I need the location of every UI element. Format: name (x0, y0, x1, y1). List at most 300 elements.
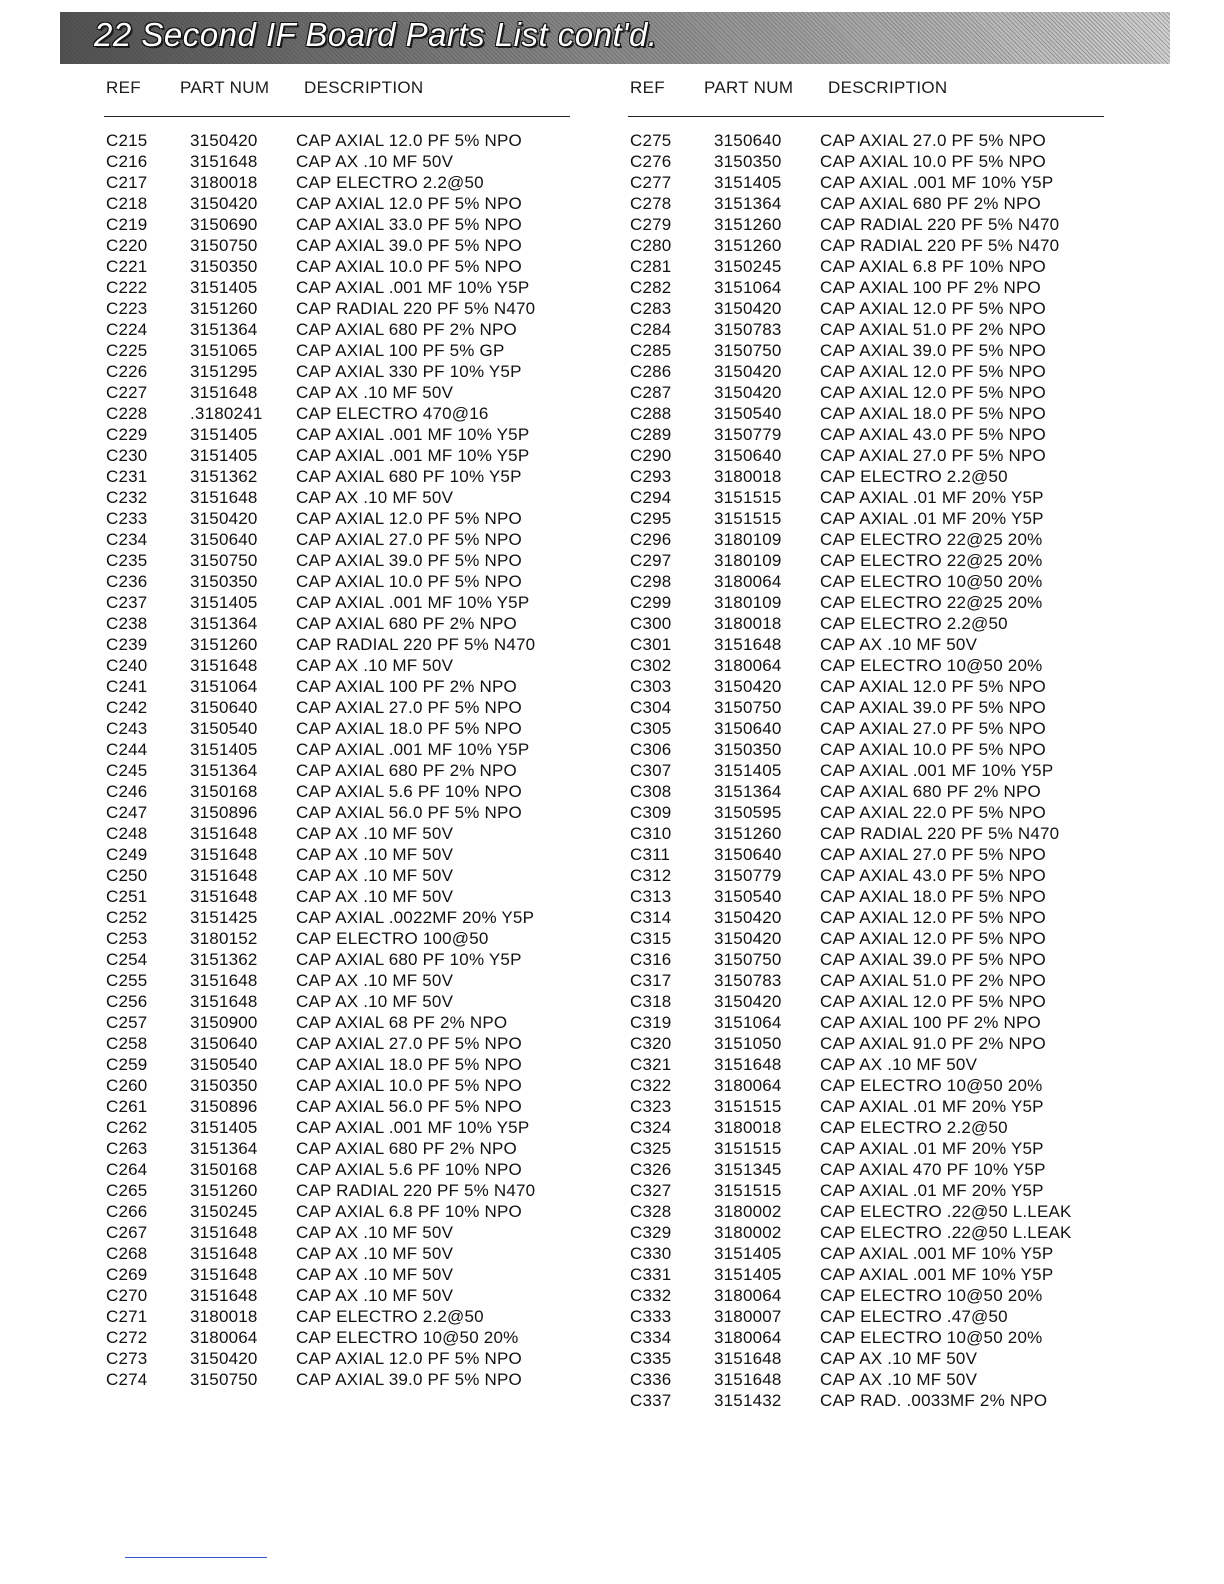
description-cell: CAP AXIAL 680 PF 10% Y5P (296, 467, 522, 486)
table-row (104, 1369, 570, 1390)
part-number-cell: 3150420 (714, 677, 782, 696)
part-number-cell: 3151648 (190, 1223, 258, 1242)
part-number-cell: 3151345 (714, 1160, 782, 1179)
table-row (104, 256, 570, 277)
table-row (104, 172, 570, 193)
part-number-cell: 3150245 (714, 257, 782, 276)
description-cell: CAP AXIAL 12.0 PF 5% NPO (820, 908, 1046, 927)
part-number-cell: 3180007 (714, 1307, 782, 1326)
table-row (628, 487, 1104, 508)
ref-cell: C237 (106, 593, 148, 612)
ref-cell: C307 (630, 761, 672, 780)
part-number-cell: 3151295 (190, 362, 258, 381)
part-number-cell: 3180002 (714, 1202, 782, 1221)
description-cell: CAP AXIAL 12.0 PF 5% NPO (296, 509, 522, 528)
ref-cell: C223 (106, 299, 148, 318)
description-cell: CAP AXIAL 100 PF 2% NPO (820, 1013, 1041, 1032)
ref-cell: C219 (106, 215, 148, 234)
part-number-cell: 3150350 (190, 572, 258, 591)
ref-cell: C323 (630, 1097, 672, 1116)
description-cell: CAP AXIAL 51.0 PF 2% NPO (820, 320, 1046, 339)
description-cell: CAP AXIAL 12.0 PF 5% NPO (296, 131, 522, 150)
table-row (628, 508, 1104, 529)
description-cell: CAP AXIAL 12.0 PF 5% NPO (820, 677, 1046, 696)
ref-cell: C327 (630, 1181, 672, 1200)
part-number-cell: 3150750 (190, 1370, 258, 1389)
part-number-cell: 3151364 (714, 782, 782, 801)
ref-cell: C309 (630, 803, 672, 822)
table-row (628, 1306, 1104, 1327)
ref-cell: C306 (630, 740, 672, 759)
part-number-cell: 3151064 (190, 677, 258, 696)
part-number-cell: 3150779 (714, 866, 782, 885)
ref-cell: C231 (106, 467, 148, 486)
part-number-cell: 3151648 (714, 635, 782, 654)
part-number-cell: 3150420 (714, 929, 782, 948)
ref-cell: C303 (630, 677, 672, 696)
ref-cell: C328 (630, 1202, 672, 1221)
description-cell: CAP AXIAL 27.0 PF 5% NPO (820, 845, 1046, 864)
part-number-cell: 3150540 (714, 887, 782, 906)
ref-cell: C256 (106, 992, 148, 1011)
ref-cell: C319 (630, 1013, 672, 1032)
table-row (104, 277, 570, 298)
description-cell: CAP ELECTRO 2.2@50 (820, 614, 1008, 633)
table-row (628, 571, 1104, 592)
table-row (104, 613, 570, 634)
ref-cell: C253 (106, 929, 148, 948)
part-number-cell: 3151362 (190, 950, 258, 969)
header-part-num: PART NUM (704, 78, 794, 97)
part-number-cell: 3151648 (190, 656, 258, 675)
table-row (104, 1180, 570, 1201)
ref-cell: C321 (630, 1055, 672, 1074)
part-number-cell: 3150896 (190, 803, 258, 822)
part-number-cell: 3151648 (714, 1349, 782, 1368)
table-row (628, 844, 1104, 865)
description-cell: CAP ELECTRO 10@50 20% (820, 656, 1043, 675)
ref-cell: C301 (630, 635, 672, 654)
description-cell: CAP AXIAL 100 PF 5% GP (296, 341, 505, 360)
footer-rule (125, 1557, 267, 1558)
description-cell: CAP AXIAL 470 PF 10% Y5P (820, 1160, 1046, 1179)
description-cell: CAP AX .10 MF 50V (296, 383, 454, 402)
table-row (628, 1327, 1104, 1348)
description-cell: CAP AXIAL 18.0 PF 5% NPO (296, 719, 522, 738)
ref-cell: C299 (630, 593, 672, 612)
part-number-cell: 3151405 (714, 1244, 782, 1263)
ref-cell: C335 (630, 1349, 672, 1368)
table-row (104, 529, 570, 550)
ref-cell: C274 (106, 1370, 148, 1389)
ref-cell: C279 (630, 215, 672, 234)
table-row (104, 697, 570, 718)
table-row (628, 1054, 1104, 1075)
ref-cell: C226 (106, 362, 148, 381)
description-cell: CAP AXIAL 100 PF 2% NPO (296, 677, 517, 696)
part-number-cell: 3151648 (190, 866, 258, 885)
description-cell: CAP AXIAL 10.0 PF 5% NPO (820, 740, 1046, 759)
table-row (628, 1117, 1104, 1138)
ref-cell: C293 (630, 467, 672, 486)
part-number-cell: 3151648 (714, 1370, 782, 1389)
description-cell: CAP AXIAL .01 MF 20% Y5P (820, 509, 1044, 528)
ref-cell: C286 (630, 362, 672, 381)
table-row (628, 1138, 1104, 1159)
part-number-cell: 3150420 (190, 194, 258, 213)
table-row (628, 151, 1104, 172)
ref-cell: C260 (106, 1076, 148, 1095)
description-cell: CAP ELECTRO 10@50 20% (820, 1286, 1043, 1305)
description-cell: CAP AXIAL 12.0 PF 5% NPO (296, 194, 522, 213)
table-row (104, 361, 570, 382)
part-number-cell: 3150750 (714, 698, 782, 717)
part-number-cell: 3151515 (714, 509, 782, 528)
description-cell: CAP AXIAL 27.0 PF 5% NPO (820, 719, 1046, 738)
table-row (104, 1348, 570, 1369)
part-number-cell: 3150420 (714, 383, 782, 402)
table-row (628, 256, 1104, 277)
table-row (628, 1369, 1104, 1390)
ref-cell: C334 (630, 1328, 672, 1347)
ref-cell: C320 (630, 1034, 672, 1053)
ref-cell: C294 (630, 488, 672, 507)
part-number-cell: 3151405 (714, 1265, 782, 1284)
table-row (104, 382, 570, 403)
ref-cell: C322 (630, 1076, 672, 1095)
table-row (104, 823, 570, 844)
ref-cell: C222 (106, 278, 148, 297)
description-cell: CAP AXIAL 100 PF 2% NPO (820, 278, 1041, 297)
description-cell: CAP AXIAL 680 PF 2% NPO (296, 761, 517, 780)
part-number-cell: 3151405 (714, 761, 782, 780)
part-number-cell: 3180064 (714, 656, 782, 675)
description-cell: CAP AX .10 MF 50V (820, 1349, 978, 1368)
description-cell: CAP AX .10 MF 50V (296, 887, 454, 906)
description-cell: CAP AXIAL 39.0 PF 5% NPO (296, 236, 522, 255)
description-cell: CAP RADIAL 220 PF 5% N470 (296, 1181, 536, 1200)
part-number-cell: 3150640 (714, 131, 782, 150)
table-row (104, 1306, 570, 1327)
description-cell: CAP AXIAL 6.8 PF 10% NPO (820, 257, 1046, 276)
parts-table-right (628, 74, 1104, 1411)
table-row (628, 949, 1104, 970)
table-row (628, 1180, 1104, 1201)
header-description: DESCRIPTION (828, 78, 948, 97)
part-number-cell: 3151648 (190, 971, 258, 990)
table-row (104, 1222, 570, 1243)
header-ref: REF (630, 78, 665, 97)
ref-cell: C271 (106, 1307, 148, 1326)
description-cell: CAP AXIAL 39.0 PF 5% NPO (820, 698, 1046, 717)
table-row (628, 382, 1104, 403)
ref-cell: C236 (106, 572, 148, 591)
part-number-cell: 3151515 (714, 1139, 782, 1158)
description-cell: CAP AXIAL 56.0 PF 5% NPO (296, 1097, 522, 1116)
ref-cell: C277 (630, 173, 672, 192)
ref-cell: C318 (630, 992, 672, 1011)
table-row (628, 760, 1104, 781)
part-number-cell: 3151405 (190, 1118, 258, 1137)
ref-cell: C252 (106, 908, 148, 927)
part-number-cell: 3180018 (190, 1307, 258, 1326)
part-number-cell: 3150640 (714, 845, 782, 864)
description-cell: CAP AXIAL 18.0 PF 5% NPO (296, 1055, 522, 1074)
parts-list-left (104, 130, 570, 1390)
description-cell: CAP AXIAL 27.0 PF 5% NPO (820, 446, 1046, 465)
ref-cell: C275 (630, 131, 672, 150)
description-cell: CAP RADIAL 220 PF 5% N470 (296, 299, 536, 318)
table-row (104, 235, 570, 256)
description-cell: CAP AX .10 MF 50V (296, 824, 454, 843)
ref-cell: C258 (106, 1034, 148, 1053)
description-cell: CAP ELECTRO 10@50 20% (820, 1076, 1043, 1095)
part-number-cell: 3150750 (190, 236, 258, 255)
ref-cell: C330 (630, 1244, 672, 1263)
part-number-cell: 3151432 (714, 1391, 782, 1410)
description-cell: CAP ELECTRO .22@50 L.LEAK (820, 1202, 1072, 1221)
ref-cell: C285 (630, 341, 672, 360)
table-row (104, 991, 570, 1012)
table-row (104, 193, 570, 214)
part-number-cell: 3151648 (190, 152, 258, 171)
description-cell: CAP AXIAL 22.0 PF 5% NPO (820, 803, 1046, 822)
description-cell: CAP AXIAL 27.0 PF 5% NPO (296, 1034, 522, 1053)
ref-cell: C254 (106, 950, 148, 969)
table-row (628, 1033, 1104, 1054)
description-cell: CAP RADIAL 220 PF 5% N470 (296, 635, 536, 654)
ref-cell: C315 (630, 929, 672, 948)
description-cell: CAP AX .10 MF 50V (296, 866, 454, 885)
description-cell: CAP AXIAL 18.0 PF 5% NPO (820, 404, 1046, 423)
ref-cell: C227 (106, 383, 148, 402)
table-row (628, 676, 1104, 697)
description-cell: CAP AXIAL .001 MF 10% Y5P (820, 761, 1054, 780)
description-cell: CAP AXIAL .01 MF 20% Y5P (820, 1097, 1044, 1116)
table-row (628, 298, 1104, 319)
part-number-cell: 3151260 (714, 824, 782, 843)
table-row (628, 1075, 1104, 1096)
ref-cell: C228 (106, 404, 148, 423)
table-row (104, 1201, 570, 1222)
table-row (628, 193, 1104, 214)
part-number-cell: 3151064 (714, 1013, 782, 1032)
ref-cell: C247 (106, 803, 148, 822)
table-row (104, 718, 570, 739)
ref-cell: C267 (106, 1223, 148, 1242)
description-cell: CAP AX .10 MF 50V (296, 488, 454, 507)
ref-cell: C216 (106, 152, 148, 171)
table-row (628, 886, 1104, 907)
ref-cell: C288 (630, 404, 672, 423)
description-cell: CAP AX .10 MF 50V (296, 992, 454, 1011)
ref-cell: C269 (106, 1265, 148, 1284)
ref-cell: C305 (630, 719, 672, 738)
description-cell: CAP AXIAL 39.0 PF 5% NPO (296, 1370, 522, 1389)
ref-cell: C235 (106, 551, 148, 570)
part-number-cell: 3150420 (190, 131, 258, 150)
part-number-cell: 3150540 (190, 1055, 258, 1074)
ref-cell: C257 (106, 1013, 148, 1032)
part-number-cell: 3150420 (714, 992, 782, 1011)
description-cell: CAP AXIAL 27.0 PF 5% NPO (296, 530, 522, 549)
ref-cell: C243 (106, 719, 148, 738)
ref-cell: C272 (106, 1328, 148, 1347)
table-row (104, 886, 570, 907)
description-cell: CAP ELECTRO 2.2@50 (820, 467, 1008, 486)
ref-cell: C324 (630, 1118, 672, 1137)
ref-cell: C290 (630, 446, 672, 465)
ref-cell: C242 (106, 698, 148, 717)
table-row (628, 1012, 1104, 1033)
parts-list-right (628, 130, 1104, 1411)
ref-cell: C331 (630, 1265, 672, 1284)
ref-cell: C220 (106, 236, 148, 255)
ref-cell: C296 (630, 530, 672, 549)
ref-cell: C225 (106, 341, 148, 360)
table-row (628, 781, 1104, 802)
table-row (104, 1117, 570, 1138)
table-row (104, 844, 570, 865)
table-row (628, 1264, 1104, 1285)
part-number-cell: 3151425 (190, 908, 258, 927)
table-row (628, 991, 1104, 1012)
part-number-cell: 3151364 (190, 761, 258, 780)
description-cell: CAP AX .10 MF 50V (296, 971, 454, 990)
part-number-cell: 3150350 (190, 1076, 258, 1095)
ref-cell: C281 (630, 257, 672, 276)
table-row (104, 130, 570, 151)
description-cell: CAP AXIAL 12.0 PF 5% NPO (820, 929, 1046, 948)
ref-cell: C229 (106, 425, 148, 444)
part-number-cell: 3150640 (714, 446, 782, 465)
description-cell: CAP AXIAL .001 MF 10% Y5P (296, 278, 530, 297)
description-cell: CAP AXIAL 27.0 PF 5% NPO (296, 698, 522, 717)
part-number-cell: 3150640 (714, 719, 782, 738)
part-number-cell: 3151405 (190, 425, 258, 444)
part-number-cell: 3180064 (714, 1286, 782, 1305)
part-number-cell: 3150420 (714, 908, 782, 927)
description-cell: CAP AXIAL .001 MF 10% Y5P (296, 740, 530, 759)
description-cell: CAP AXIAL .001 MF 10% Y5P (820, 1265, 1054, 1284)
ref-cell: C232 (106, 488, 148, 507)
table-row (104, 739, 570, 760)
description-cell: CAP AXIAL 27.0 PF 5% NPO (820, 131, 1046, 150)
table-row (628, 403, 1104, 424)
description-cell: CAP AXIAL 680 PF 2% NPO (820, 194, 1041, 213)
description-cell: CAP AXIAL 12.0 PF 5% NPO (820, 992, 1046, 1011)
part-number-cell: 3151364 (190, 1139, 258, 1158)
description-cell: CAP AXIAL 680 PF 2% NPO (296, 1139, 517, 1158)
ref-cell: C311 (630, 845, 671, 864)
table-row (104, 865, 570, 886)
ref-cell: C332 (630, 1286, 672, 1305)
ref-cell: C233 (106, 509, 148, 528)
part-number-cell: 3180064 (190, 1328, 258, 1347)
ref-cell: C264 (106, 1160, 148, 1179)
description-cell: CAP AX .10 MF 50V (296, 1265, 454, 1284)
part-number-cell: 3150540 (714, 404, 782, 423)
ref-cell: C310 (630, 824, 672, 843)
ref-cell: C250 (106, 866, 148, 885)
ref-cell: C295 (630, 509, 672, 528)
table-row (104, 1033, 570, 1054)
description-cell: CAP AXIAL 10.0 PF 5% NPO (296, 257, 522, 276)
ref-cell: C241 (106, 677, 148, 696)
ref-cell: C276 (630, 152, 672, 171)
ref-cell: C297 (630, 551, 672, 570)
part-number-cell: 3180018 (190, 173, 258, 192)
table-row (104, 1054, 570, 1075)
table-row (104, 151, 570, 172)
part-number-cell: 3150350 (714, 152, 782, 171)
table-row (104, 1285, 570, 1306)
ref-cell: C217 (106, 173, 148, 192)
part-number-cell: 3151260 (190, 299, 258, 318)
part-number-cell: 3151648 (190, 992, 258, 1011)
part-number-cell: 3180002 (714, 1223, 782, 1242)
part-number-cell: 3151364 (190, 614, 258, 633)
table-row (104, 634, 570, 655)
table-row (628, 697, 1104, 718)
page-title: 22 Second IF Board Parts List cont'd. (94, 16, 658, 53)
part-number-cell: 3151064 (714, 278, 782, 297)
table-row (628, 1222, 1104, 1243)
description-cell: CAP ELECTRO 2.2@50 (296, 1307, 484, 1326)
description-cell: CAP AXIAL .001 MF 10% Y5P (296, 425, 530, 444)
table-row (104, 1243, 570, 1264)
table-row (628, 865, 1104, 886)
ref-cell: C317 (630, 971, 672, 990)
description-cell: CAP AXIAL 33.0 PF 5% NPO (296, 215, 522, 234)
part-number-cell: 3151648 (190, 383, 258, 402)
ref-cell: C263 (106, 1139, 148, 1158)
part-number-cell: 3150420 (190, 1349, 258, 1368)
part-number-cell: 3151260 (190, 1181, 258, 1200)
table-row (104, 1075, 570, 1096)
part-number-cell: 3150420 (190, 509, 258, 528)
table-row (104, 655, 570, 676)
ref-cell: C259 (106, 1055, 148, 1074)
part-number-cell: 3150350 (190, 257, 258, 276)
table-row (628, 970, 1104, 991)
ref-cell: C221 (106, 257, 148, 276)
part-number-cell: 3180018 (714, 467, 782, 486)
description-cell: CAP AXIAL 680 PF 2% NPO (820, 782, 1041, 801)
description-cell: CAP ELECTRO 2.2@50 (296, 173, 484, 192)
header-description: DESCRIPTION (304, 78, 424, 97)
description-cell: CAP AXIAL 43.0 PF 5% NPO (820, 866, 1046, 885)
table-row (628, 424, 1104, 445)
section-banner (60, 12, 1170, 64)
ref-cell: C302 (630, 656, 672, 675)
table-row (104, 802, 570, 823)
part-number-cell: 3150750 (714, 341, 782, 360)
part-number-cell: 3151260 (714, 215, 782, 234)
description-cell: CAP AXIAL .001 MF 10% Y5P (296, 446, 530, 465)
table-row (104, 760, 570, 781)
description-cell: CAP AXIAL 43.0 PF 5% NPO (820, 425, 1046, 444)
part-number-cell: 3150168 (190, 782, 258, 801)
part-number-cell: 3151405 (190, 593, 258, 612)
ref-cell: C215 (106, 131, 148, 150)
part-number-cell: 3151515 (714, 488, 782, 507)
table-row (104, 424, 570, 445)
table-row (104, 928, 570, 949)
part-number-cell: 3150640 (190, 530, 258, 549)
part-number-cell: 3151405 (714, 173, 782, 192)
description-cell: CAP ELECTRO 22@25 20% (820, 530, 1043, 549)
